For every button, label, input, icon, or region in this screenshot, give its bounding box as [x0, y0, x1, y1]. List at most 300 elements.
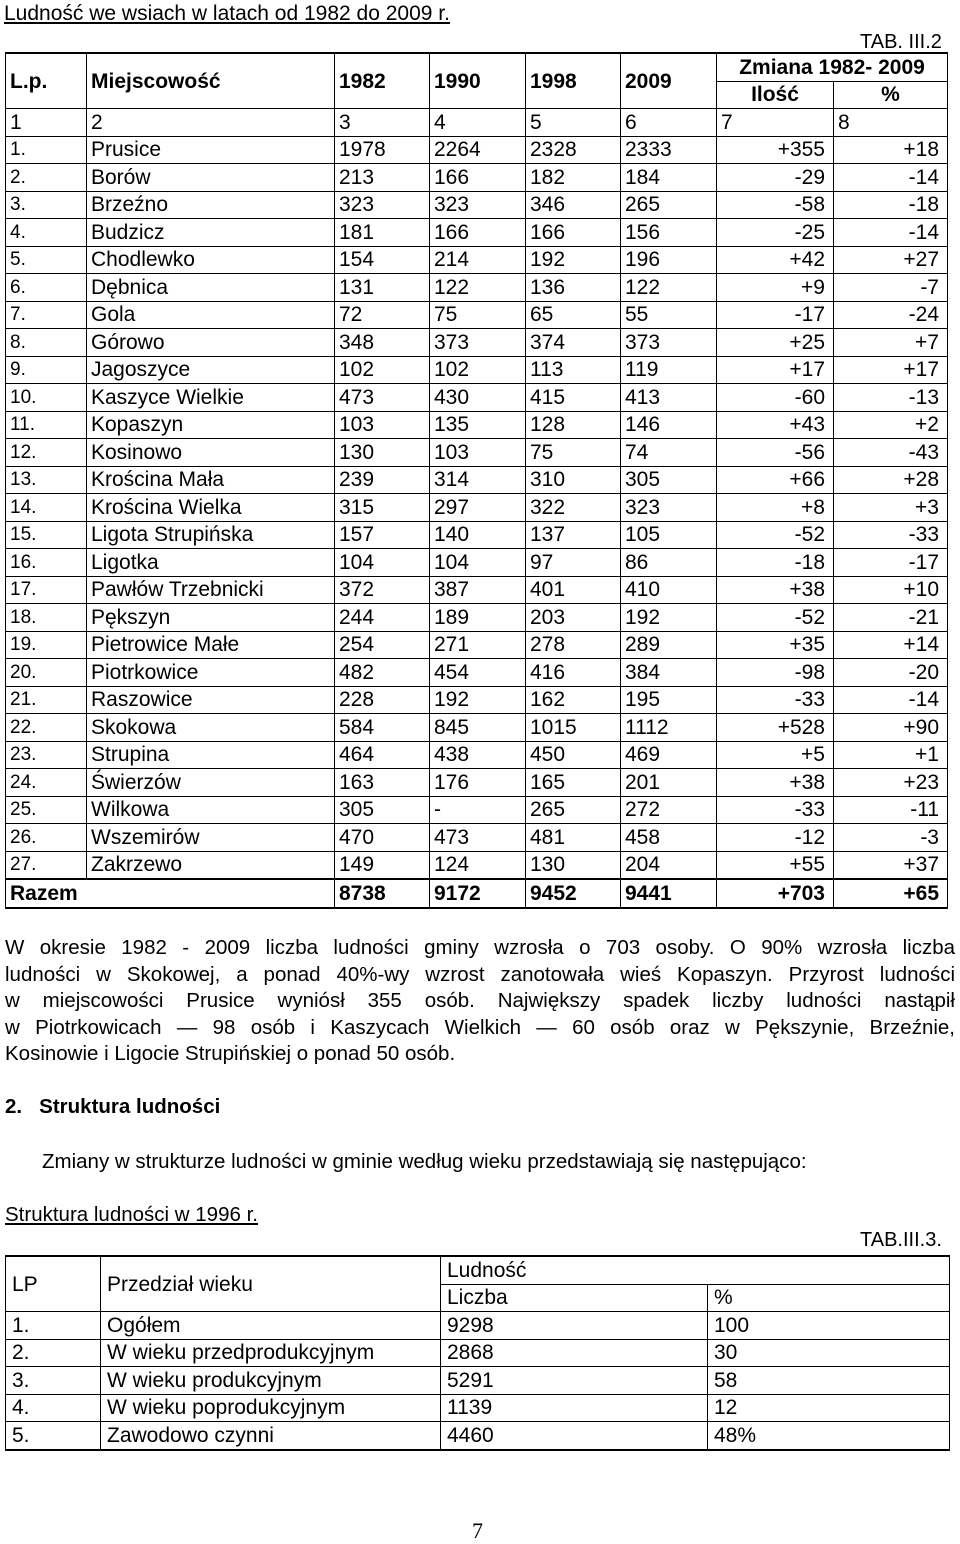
table-cell: 176: [430, 769, 526, 797]
table-cell: 181: [335, 219, 430, 247]
table-cell: 58: [708, 1367, 950, 1395]
table-cell: +43: [717, 411, 834, 439]
table-cell: 1015: [526, 714, 621, 742]
table-cell: 65: [526, 301, 621, 329]
table-cell: +35: [717, 631, 834, 659]
table1-total-cell: Razem: [6, 879, 335, 908]
table-row: [6, 1367, 950, 1395]
table-cell: 373: [430, 329, 526, 357]
table-cell: 315: [335, 494, 430, 522]
table-cell: 135: [430, 411, 526, 439]
table-row: [6, 741, 948, 769]
table-cell: 271: [430, 631, 526, 659]
village-population-table: [5, 52, 948, 909]
table-cell: +3: [834, 494, 948, 522]
table-row: [6, 576, 948, 604]
table-cell: 239: [335, 466, 430, 494]
table-cell: 192: [621, 604, 717, 632]
table-cell: 140: [430, 521, 526, 549]
table-cell: +23: [834, 769, 948, 797]
table-cell: +17: [834, 356, 948, 384]
table-cell: -17: [834, 549, 948, 577]
table-cell: 384: [621, 659, 717, 687]
table-cell: -43: [834, 439, 948, 467]
table-cell: 7.: [6, 301, 87, 329]
table-cell: 105: [621, 521, 717, 549]
table-cell: 305: [335, 796, 430, 824]
table-cell: -: [430, 796, 526, 824]
table-cell: +27: [834, 246, 948, 274]
table-cell: Chodlewko: [87, 246, 335, 274]
table-cell: Zawodowo czynni: [101, 1422, 441, 1450]
table-cell: -25: [717, 219, 834, 247]
table-cell: Ligota Strupińska: [87, 521, 335, 549]
table1-total-cell: +65: [834, 879, 948, 908]
table-cell: 323: [335, 191, 430, 219]
table1-total-cell: 9172: [430, 879, 526, 908]
table-cell: 20.: [6, 659, 87, 687]
table-cell: 192: [526, 246, 621, 274]
table-cell: Gola: [87, 301, 335, 329]
table-cell: 845: [430, 714, 526, 742]
table-cell: 1.: [6, 1312, 101, 1340]
table-cell: 213: [335, 164, 430, 192]
table-cell: -17: [717, 301, 834, 329]
table-cell: 22.: [6, 714, 87, 742]
table1-numbering-cell: 5: [526, 109, 621, 137]
table-cell: +528: [717, 714, 834, 742]
table-cell: -33: [717, 686, 834, 714]
table-cell: 203: [526, 604, 621, 632]
table-cell: W wieku przedprodukcyjnym: [101, 1339, 441, 1367]
table-cell: 75: [430, 301, 526, 329]
table-cell: 196: [621, 246, 717, 274]
table-cell: W wieku produkcyjnym: [101, 1367, 441, 1395]
table-cell: 5.: [6, 246, 87, 274]
table-cell: 103: [430, 439, 526, 467]
table-cell: 18.: [6, 604, 87, 632]
table-cell: 4460: [441, 1422, 708, 1450]
table-cell: -52: [717, 604, 834, 632]
table-cell: 323: [430, 191, 526, 219]
table-cell: 265: [526, 796, 621, 824]
table-cell: W wieku poprodukcyjnym: [101, 1394, 441, 1422]
table-cell: Krościna Mała: [87, 466, 335, 494]
table-cell: 195: [621, 686, 717, 714]
paragraph-line: W okresie 1982 - 2009 liczba ludności gminy wzrosła o 703 osoby. O 90% wzrosła liczba: [5, 936, 955, 959]
table-cell: 16.: [6, 549, 87, 577]
table-cell: 137: [526, 521, 621, 549]
table-cell: 119: [621, 356, 717, 384]
table-cell: +90: [834, 714, 948, 742]
table-cell: 97: [526, 549, 621, 577]
table-cell: -29: [717, 164, 834, 192]
table-cell: 157: [335, 521, 430, 549]
table-cell: 9.: [6, 356, 87, 384]
table-cell: 122: [430, 274, 526, 302]
table1-header-cell: L.p.: [6, 53, 87, 109]
table1-header-row: [6, 53, 948, 81]
table-row: [6, 164, 948, 192]
table-cell: 12.: [6, 439, 87, 467]
table-cell: +7: [834, 329, 948, 357]
table-cell: Raszowice: [87, 686, 335, 714]
table-cell: Borów: [87, 164, 335, 192]
table-cell: 450: [526, 741, 621, 769]
table-cell: 2264: [430, 136, 526, 164]
table-cell: +2: [834, 411, 948, 439]
table1-header-cell: Zmiana 1982- 2009: [717, 53, 948, 81]
table-cell: 130: [335, 439, 430, 467]
table-cell: 5291: [441, 1367, 708, 1395]
table2-subheader-cell: %: [708, 1284, 950, 1312]
table-cell: 154: [335, 246, 430, 274]
table-cell: Świerzów: [87, 769, 335, 797]
table1-subheader-cell: Ilość: [717, 81, 834, 109]
table-row: [6, 494, 948, 522]
table1-numbering-cell: 6: [621, 109, 717, 137]
table-cell: 189: [430, 604, 526, 632]
table-cell: 297: [430, 494, 526, 522]
table-cell: Ligotka: [87, 549, 335, 577]
table-cell: 322: [526, 494, 621, 522]
table1-header-cell: Miejscowość: [87, 53, 335, 109]
table-cell: +25: [717, 329, 834, 357]
table1-total-row: [6, 879, 948, 908]
table-cell: 413: [621, 384, 717, 412]
table-cell: -24: [834, 301, 948, 329]
table-cell: 373: [621, 329, 717, 357]
table-cell: Budzicz: [87, 219, 335, 247]
table-cell: 372: [335, 576, 430, 604]
table-cell: 72: [335, 301, 430, 329]
table-cell: 272: [621, 796, 717, 824]
table-cell: +355: [717, 136, 834, 164]
table-cell: -21: [834, 604, 948, 632]
table-cell: 2868: [441, 1339, 708, 1367]
table-cell: -14: [834, 164, 948, 192]
table-row: [6, 824, 948, 852]
table-row: [6, 136, 948, 164]
table-cell: -13: [834, 384, 948, 412]
table-row: [6, 274, 948, 302]
table-cell: 10.: [6, 384, 87, 412]
table-cell: 415: [526, 384, 621, 412]
table-cell: 156: [621, 219, 717, 247]
table1-header-cell: 2009: [621, 53, 717, 109]
table-cell: 482: [335, 659, 430, 687]
table-row: [6, 631, 948, 659]
table-cell: 26.: [6, 824, 87, 852]
table-cell: 48%: [708, 1422, 950, 1450]
table-cell: +5: [717, 741, 834, 769]
table1-tag: TAB. III.2: [860, 31, 942, 53]
table1-total-cell: 9452: [526, 879, 621, 908]
table-cell: 74: [621, 439, 717, 467]
population-summary-paragraph: [5, 935, 955, 1068]
table-cell: Pawłów Trzebnicki: [87, 576, 335, 604]
table-cell: 374: [526, 329, 621, 357]
table-cell: 124: [430, 851, 526, 879]
table-cell: 310: [526, 466, 621, 494]
table-cell: -3: [834, 824, 948, 852]
table1-numbering-cell: 3: [335, 109, 430, 137]
table-cell: -52: [717, 521, 834, 549]
table-cell: Wszemirów: [87, 824, 335, 852]
table-cell: 204: [621, 851, 717, 879]
paragraph-line: w miejscowości Prusice wyniósł 355 osób. Największy spadek liczby ludności nastąpił: [5, 989, 955, 1012]
table-cell: +66: [717, 466, 834, 494]
table2-header-cell: LP: [6, 1256, 101, 1312]
table-cell: +1: [834, 741, 948, 769]
table-cell: 113: [526, 356, 621, 384]
table-cell: 346: [526, 191, 621, 219]
table-row: [6, 219, 948, 247]
table-cell: 19.: [6, 631, 87, 659]
table-cell: 314: [430, 466, 526, 494]
table-cell: 25.: [6, 796, 87, 824]
table2-subheader-cell: Liczba: [441, 1284, 708, 1312]
table-cell: +10: [834, 576, 948, 604]
paragraph-line: ludności w Skokowej, a ponad 40%-wy wzrost zanotowała wieś Kopaszyn. Przyrost ludności: [5, 962, 955, 986]
table-cell: 278: [526, 631, 621, 659]
table-row: [6, 356, 948, 384]
table-cell: Ogółem: [101, 1312, 441, 1340]
table-row: [6, 246, 948, 274]
paragraph-line: Kosinowie i Ligocie Strupińskiej o ponad 50 osób.: [5, 1042, 456, 1065]
table-cell: 104: [335, 549, 430, 577]
table-cell: 410: [621, 576, 717, 604]
table-cell: -33: [834, 521, 948, 549]
table-cell: Kaszyce Wielkie: [87, 384, 335, 412]
page-number: 7: [472, 1518, 483, 1543]
table-cell: 24.: [6, 769, 87, 797]
table-cell: 102: [430, 356, 526, 384]
table1-total-cell: 9441: [621, 879, 717, 908]
table-cell: 3.: [6, 191, 87, 219]
table-cell: -33: [717, 796, 834, 824]
table-cell: 254: [335, 631, 430, 659]
table-cell: 2.: [6, 1339, 101, 1367]
table-cell: Górowo: [87, 329, 335, 357]
table-cell: 163: [335, 769, 430, 797]
table-cell: -20: [834, 659, 948, 687]
table-cell: -14: [834, 686, 948, 714]
table-row: [6, 301, 948, 329]
table1-numbering-cell: 8: [834, 109, 948, 137]
table-cell: Wilkowa: [87, 796, 335, 824]
table-cell: 2.: [6, 164, 87, 192]
table-cell: Strupina: [87, 741, 335, 769]
table-cell: 1978: [335, 136, 430, 164]
table-cell: +55: [717, 851, 834, 879]
table-cell: 348: [335, 329, 430, 357]
table-cell: -11: [834, 796, 948, 824]
table2-caption: Struktura ludności w 1996 r.: [5, 1203, 258, 1226]
table-cell: Pietrowice Małe: [87, 631, 335, 659]
section-heading: 2. Struktura ludności: [5, 1095, 221, 1118]
table-row: [6, 466, 948, 494]
table-cell: 244: [335, 604, 430, 632]
page-title: Ludność we wsiach w latach od 1982 do 2009 r.: [4, 2, 450, 25]
table-cell: -18: [717, 549, 834, 577]
table-cell: 454: [430, 659, 526, 687]
table-cell: 8.: [6, 329, 87, 357]
table1-header-cell: 1990: [430, 53, 526, 109]
table-cell: 75: [526, 439, 621, 467]
age-structure-table: [5, 1255, 950, 1451]
table2-tag: TAB.III.3.: [860, 1229, 942, 1251]
table-row: [6, 659, 948, 687]
table-cell: 4.: [6, 219, 87, 247]
table-cell: Prusice: [87, 136, 335, 164]
table-cell: +9: [717, 274, 834, 302]
table-row: [6, 1394, 950, 1422]
table-cell: +28: [834, 466, 948, 494]
table-cell: +42: [717, 246, 834, 274]
table-cell: Piotrkowice: [87, 659, 335, 687]
table-cell: 136: [526, 274, 621, 302]
table-cell: 21.: [6, 686, 87, 714]
table-cell: 14.: [6, 494, 87, 522]
table-cell: +37: [834, 851, 948, 879]
table-cell: -12: [717, 824, 834, 852]
table-cell: 128: [526, 411, 621, 439]
table-cell: 464: [335, 741, 430, 769]
table-cell: 86: [621, 549, 717, 577]
table-cell: -14: [834, 219, 948, 247]
table-cell: 130: [526, 851, 621, 879]
table1-header-cell: 1982: [335, 53, 430, 109]
table2-header-row: [6, 1256, 950, 1284]
table1-header-cell: 1998: [526, 53, 621, 109]
table-row: [6, 411, 948, 439]
table-cell: Krościna Wielka: [87, 494, 335, 522]
table-cell: -18: [834, 191, 948, 219]
table-cell: 201: [621, 769, 717, 797]
table-cell: 27.: [6, 851, 87, 879]
table-cell: Pększyn: [87, 604, 335, 632]
table-cell: 265: [621, 191, 717, 219]
table-row: [6, 549, 948, 577]
table-cell: 122: [621, 274, 717, 302]
table-row: [6, 1339, 950, 1367]
table-cell: 149: [335, 851, 430, 879]
table2-header-cell: Przedział wieku: [101, 1256, 441, 1312]
table-row: [6, 1422, 950, 1450]
table-row: [6, 384, 948, 412]
table-row: [6, 714, 948, 742]
table-row: [6, 769, 948, 797]
table-cell: 166: [526, 219, 621, 247]
table-cell: Kopaszyn: [87, 411, 335, 439]
table-cell: 469: [621, 741, 717, 769]
table-cell: 2328: [526, 136, 621, 164]
table-cell: Jagoszyce: [87, 356, 335, 384]
table-cell: 3.: [6, 1367, 101, 1395]
table-cell: 104: [430, 549, 526, 577]
table-row: [6, 796, 948, 824]
table-cell: 184: [621, 164, 717, 192]
table-cell: 100: [708, 1312, 950, 1340]
table-row: [6, 329, 948, 357]
table-cell: +17: [717, 356, 834, 384]
table-cell: 165: [526, 769, 621, 797]
table-cell: 102: [335, 356, 430, 384]
table-cell: 15.: [6, 521, 87, 549]
table-cell: 4.: [6, 1394, 101, 1422]
table-cell: 192: [430, 686, 526, 714]
table2-header-cell: Ludność: [441, 1256, 950, 1284]
table-cell: 162: [526, 686, 621, 714]
table-cell: 9298: [441, 1312, 708, 1340]
table-cell: Kosinowo: [87, 439, 335, 467]
table-cell: Skokowa: [87, 714, 335, 742]
paragraph-line: w Piotrkowicach — 98 osób i Kaszycach Wielkich — 60 osób oraz w Pększynie, Brzeźnie,: [5, 1015, 955, 1039]
table-cell: 131: [335, 274, 430, 302]
table-cell: 1139: [441, 1394, 708, 1422]
table-cell: +14: [834, 631, 948, 659]
table-cell: 228: [335, 686, 430, 714]
table-cell: -60: [717, 384, 834, 412]
table1-numbering-cell: 4: [430, 109, 526, 137]
table-cell: +18: [834, 136, 948, 164]
table-cell: 5.: [6, 1422, 101, 1450]
table-row: [6, 521, 948, 549]
table-cell: 470: [335, 824, 430, 852]
table-cell: 387: [430, 576, 526, 604]
table1-numbering-row: [6, 109, 948, 137]
table-cell: 182: [526, 164, 621, 192]
table-cell: 481: [526, 824, 621, 852]
table-cell: 166: [430, 164, 526, 192]
table-cell: Brzeźno: [87, 191, 335, 219]
table-row: [6, 851, 948, 879]
age-structure-intro: Zmiany w strukturze ludności w gminie według wieku przedstawiają się następująco:: [42, 1150, 807, 1173]
table-cell: 6.: [6, 274, 87, 302]
table-cell: 1.: [6, 136, 87, 164]
table-cell: 103: [335, 411, 430, 439]
table-cell: Dębnica: [87, 274, 335, 302]
table1-numbering-cell: 2: [87, 109, 335, 137]
table-cell: 401: [526, 576, 621, 604]
table-cell: 30: [708, 1339, 950, 1367]
table-cell: 146: [621, 411, 717, 439]
table-cell: 430: [430, 384, 526, 412]
table-cell: -58: [717, 191, 834, 219]
table-cell: 473: [335, 384, 430, 412]
table-cell: Zakrzewo: [87, 851, 335, 879]
table-cell: 416: [526, 659, 621, 687]
table-cell: +8: [717, 494, 834, 522]
table-cell: 12: [708, 1394, 950, 1422]
table-cell: 13.: [6, 466, 87, 494]
table-row: [6, 604, 948, 632]
table-row: [6, 1312, 950, 1340]
table-cell: -7: [834, 274, 948, 302]
table-cell: 11.: [6, 411, 87, 439]
table-cell: 289: [621, 631, 717, 659]
table-cell: 438: [430, 741, 526, 769]
table-cell: 23.: [6, 741, 87, 769]
table-cell: 323: [621, 494, 717, 522]
table1-total-cell: +703: [717, 879, 834, 908]
table-cell: 305: [621, 466, 717, 494]
table-row: [6, 686, 948, 714]
table-cell: 584: [335, 714, 430, 742]
table-cell: 1112: [621, 714, 717, 742]
table1-numbering-cell: 1: [6, 109, 87, 137]
